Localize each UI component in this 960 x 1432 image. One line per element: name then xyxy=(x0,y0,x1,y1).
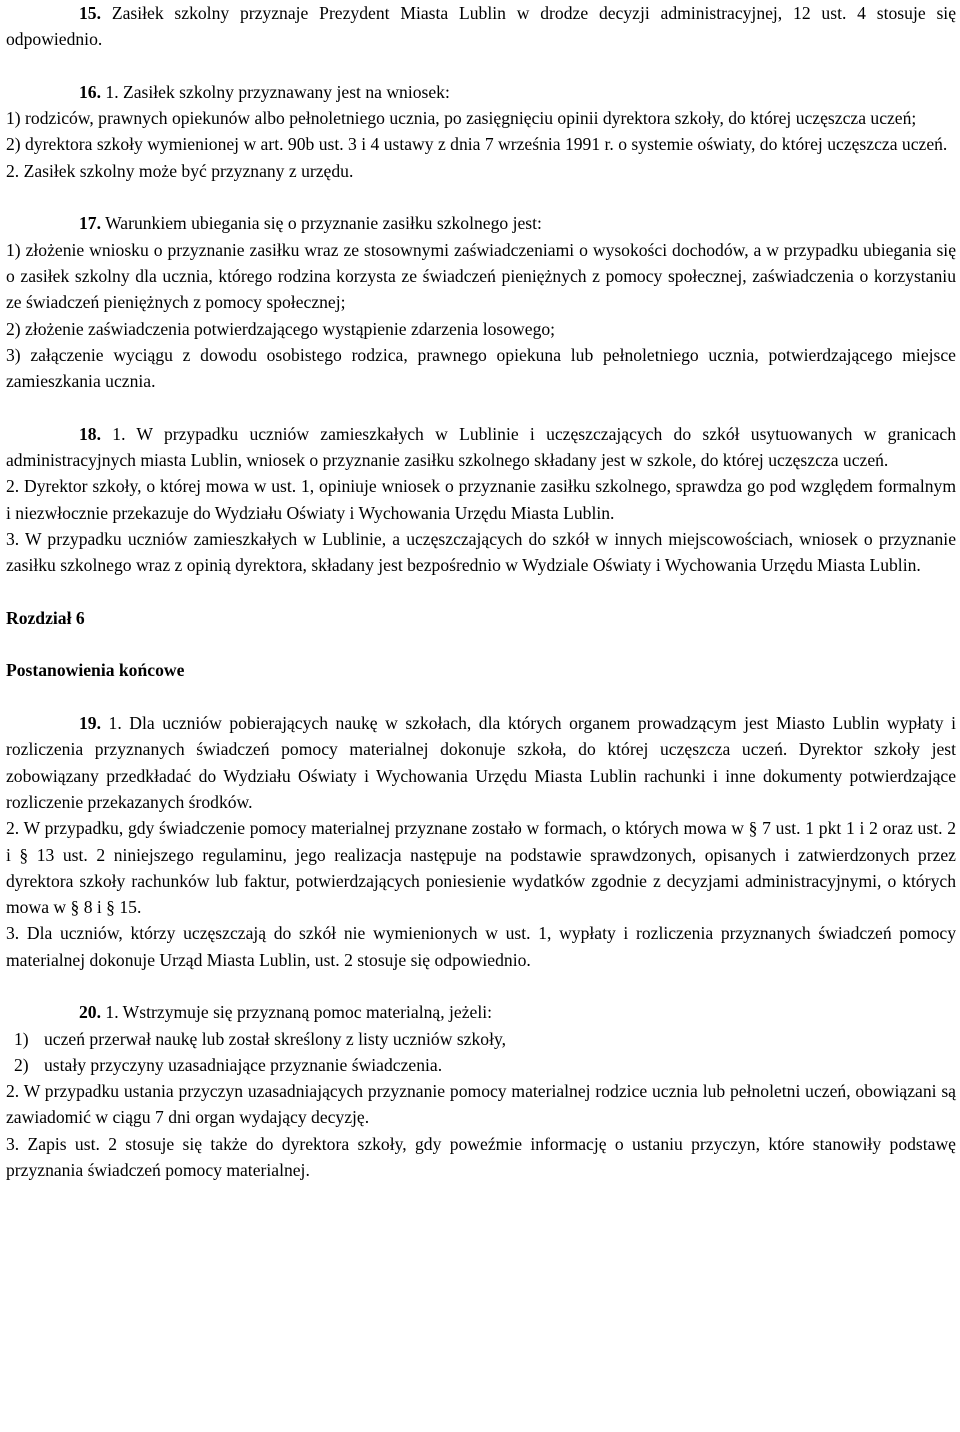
section-15 xyxy=(6,0,956,53)
chapter-title: Rozdział 6 xyxy=(6,607,85,628)
chapter-subtitle: Postanowienia końcowe xyxy=(6,660,185,681)
list-item-number: 2) xyxy=(14,1054,29,1075)
list-item-text: ustały przyczyny uzasadniające przyznanie świadczenia. xyxy=(44,1054,443,1075)
section-18-number: 18. xyxy=(79,423,101,444)
section-16-item-2: 2) dyrektora szkoły wymienionej w art. 90b ust. 3 i 4 ustawy z dnia 7 września 1991 r. o systemie oświaty, do której uczęszcza uczeń. xyxy=(6,134,948,155)
section-20-item-2 xyxy=(6,1052,956,1078)
section-19-number: 19. xyxy=(79,713,101,734)
section-17-number: 17. xyxy=(79,213,101,234)
section-18-paragraph-3: 3. W przypadku uczniów zamieszkałych w Lublinie, a uczęszczających do szkół w innych miejscowościach, wniosek o przyznanie zasiłku szkolnego wraz z opinią dyrektora, składany jest bezpośrednio w Wydziale Oświaty i Wychowania Urzędu Miasta Lublin. xyxy=(6,528,956,576)
section-19-paragraph-3: 3. Dla uczniów, którzy uczęszczają do szkół nie wymienionych w ust. 1, wypłaty i rozliczenia przyznanych świadczeń pomocy materialnej dokonuje Urząd Miasta Lublin, ust. 2 stosuje się odpowiednio. xyxy=(6,923,956,970)
section-18-paragraph-2: 2. Dyrektor szkoły, o której mowa w ust. 1, opiniuje wniosek o przyznanie zasiłku szkolnego, sprawdza go pod względem formalnym i niezwłocznie przekazuje do Wydziału Oświaty i Wychowania Urzędu Miasta Lublin. xyxy=(6,476,956,523)
section-16-paragraph-1: 16. 1. Zasiłek szkolny przyznawany jest na wniosek: xyxy=(79,81,450,102)
section-17-intro: 17. Warunkiem ubiegania się o przyznanie zasiłku szkolnego jest: xyxy=(79,213,542,234)
section-15-text: Zasiłek szkolny przyznaje Prezydent Miasta Lublin w drodze decyzji administracyjnej, 12 ust. 4 stosuje się odpowiednio. xyxy=(6,3,957,50)
section-17-item-3: 3) załączenie wyciągu z dowodu osobistego rodzica, prawnego opiekuna lub pełnoletniego ucznia, potwierdzającego miejsce zamieszkania ucznia. xyxy=(6,344,956,392)
section-16-paragraph-2: 2. Zasiłek szkolny może być przyznany z urzędu. xyxy=(6,160,354,181)
section-20-item-1 xyxy=(6,1026,956,1052)
section-20-paragraph-2: 2. W przypadku ustania przyczyn uzasadniających przyznanie pomocy materialnej rodzice ucznia lub pełnoletni uczeń, obowiązani są zawiadomić w ciągu 7 dni organ wydający decyzję. xyxy=(6,1081,956,1128)
section-16-item-1: 1) rodziców, prawnych opiekunów albo pełnoletniego ucznia, po zasięgnięciu opinii dyrektora szkoły, do której uczęszcza uczeń; xyxy=(6,108,917,129)
list-item-text: uczeń przerwał naukę lub został skreślony z listy uczniów szkoły, xyxy=(44,1028,507,1049)
section-16-number: 16. xyxy=(79,81,101,102)
section-18-paragraph-1: 18. 1. W przypadku uczniów zamieszkałych w Lublinie i uczęszczających do szkół usytuowanych w granicach administracyjnych miasta Lublin, wniosek o przyznanie zasiłku szkolnego składany jest w szkole, do której uczęszcza uczeń. xyxy=(6,423,957,471)
section-15-number: 15. xyxy=(79,3,101,23)
section-17-item-2: 2) złożenie zaświadczenia potwierdzającego wystąpienie zdarzenia losowego; xyxy=(6,318,556,339)
section-19-paragraph-2: 2. W przypadku, gdy świadczenie pomocy materialnej przyznane zostało w formach, o których mowa w § 7 ust. 1 pkt 1 i 2 oraz ust. 2 i § 13 ust. 2 niniejszego regulaminu, jego realizacja następuje na podstawie sprawdzonych, opisanych i zatwierdzonych przez dyrektora szkoły rachunków lub faktur, potwierdzających poniesienie wydatków zgodnie z decyzjami administracyjnymi, o których mowa w § 8 i § 15. xyxy=(6,818,956,918)
document-page xyxy=(6,0,956,1183)
section-20-paragraph-3: 3. Zapis ust. 2 stosuje się także do dyrektora szkoły, gdy poweźmie informację o ustaniu przyczyn, które stanowiły podstawę przyznania świadczeń pomocy materialnej. xyxy=(6,1133,956,1181)
section-19-paragraph-1: 19. 1. Dla uczniów pobierających naukę w szkołach, dla których organem prowadzącym jest Miasto Lublin wypłaty i rozliczenia przyznanych świadczeń pomocy materialnej dokonuje szkoła, do której uczęszcza uczeń. Dyrektor szkoły jest zobowiązany przedkładać do Wydziału Oświaty i Wychowania Urzędu Miasta Lublin rachunki i inne dokumenty potwierdzające rozliczenie przekazanych środków. xyxy=(6,713,956,812)
section-20-paragraph-1: 20. 1. Wstrzymuje się przyznaną pomoc materialną, jeżeli: xyxy=(79,1002,492,1023)
section-20-number: 20. xyxy=(79,1002,101,1023)
section-17-item-1: 1) złożenie wniosku o przyznanie zasiłku wraz ze stosownymi zaświadczeniami o wysokości dochodów, a w przypadku ubiegania się o zasiłek szkolny dla ucznia, którego rodzina korzysta ze świadczeń pieniężnych z pomocy społecznej, zaświadczenia o korzystaniu ze świadczeń pieniężnych z pomocy społecznej; xyxy=(6,239,956,313)
list-item-number: 1) xyxy=(14,1028,29,1049)
